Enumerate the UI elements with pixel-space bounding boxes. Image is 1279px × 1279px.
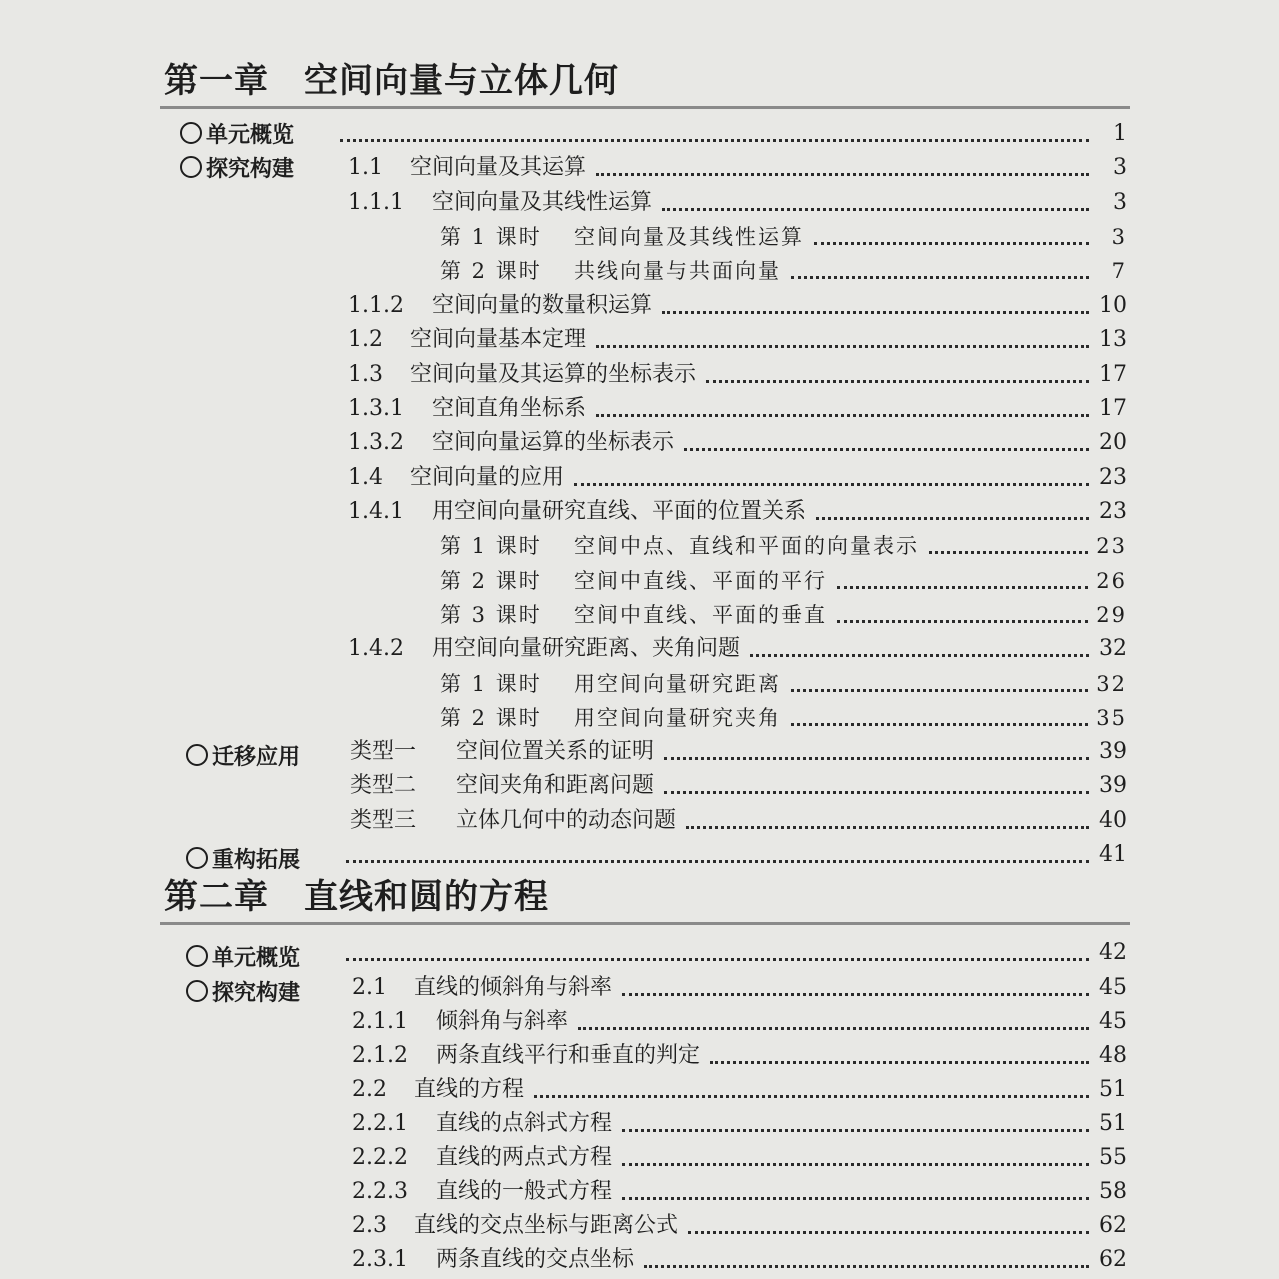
toc-entry[interactable]: 第 1 课时 空间向量及其线性运算 3: [440, 225, 1127, 249]
circle-icon: [180, 156, 202, 178]
toc-entry[interactable]: 2.1.2 两条直线平行和垂直的判定 48: [352, 1043, 1127, 1068]
circle-icon: [186, 847, 208, 869]
chapter-title: 第二章 直线和圆的方程: [164, 877, 549, 917]
dot-leader: [340, 139, 1089, 142]
toc-entry[interactable]: 第 1 课时 用空间向量研究距离 32: [440, 672, 1127, 696]
section-label-explore: 探究构建: [186, 976, 300, 1007]
section-label-transfer: 迁移应用: [186, 740, 300, 771]
toc-entry[interactable]: 第 2 课时 共线向量与共面向量 7: [440, 259, 1127, 283]
page-number: 1: [1113, 121, 1127, 146]
toc-entry[interactable]: 1.4.1 用空间向量研究直线、平面的位置关系 23: [348, 499, 1127, 524]
circle-icon: [180, 122, 202, 144]
toc-entry[interactable]: [330, 116, 1127, 148]
toc-entry[interactable]: 1.1.1 空间向量及其线性运算 3: [348, 190, 1127, 215]
toc-entry[interactable]: 1.3 空间向量及其运算的坐标表示 17: [348, 362, 1127, 387]
section-label-rebuild: 重构拓展: [186, 843, 300, 874]
toc-entry[interactable]: 1.4 空间向量的应用 23: [348, 465, 1127, 490]
chapter-title: 第一章 空间向量与立体几何: [164, 61, 619, 101]
toc-entry[interactable]: 1.2 空间向量基本定理 13: [348, 327, 1127, 352]
toc-entry[interactable]: 2.1 直线的倾斜角与斜率 45: [352, 975, 1127, 1000]
toc-entry[interactable]: 2.3.1 两条直线的交点坐标 62: [352, 1247, 1127, 1272]
toc-entry[interactable]: 类型一 空间位置关系的证明 39: [350, 739, 1127, 764]
toc-entry[interactable]: 类型三 立体几何中的动态问题 40: [350, 808, 1127, 833]
chapter-heading: [160, 876, 1130, 925]
circle-icon: [186, 980, 208, 1002]
toc-entry[interactable]: 41: [336, 837, 1127, 869]
circle-icon: [186, 744, 208, 766]
toc-entry[interactable]: 2.2.1 直线的点斜式方程 51: [352, 1111, 1127, 1136]
toc-entry[interactable]: 第 3 课时 空间中直线、平面的垂直 29: [440, 603, 1127, 627]
toc-entry[interactable]: 2.3 直线的交点坐标与距离公式 62: [352, 1213, 1127, 1238]
toc-entry[interactable]: 第 2 课时 空间中直线、平面的平行 26: [440, 569, 1127, 593]
toc-entry[interactable]: 第 2 课时 用空间向量研究夹角 35: [440, 706, 1127, 730]
section-label-overview: 单元概览: [186, 941, 300, 972]
toc-entry[interactable]: 1.3.1 空间直角坐标系 17: [348, 396, 1127, 421]
toc-entry[interactable]: 2.2.2 直线的两点式方程 55: [352, 1145, 1127, 1170]
toc-entry[interactable]: 1.1.2 空间向量的数量积运算 10: [348, 293, 1127, 318]
section-label-overview: 单元概览: [180, 118, 294, 149]
toc-entry[interactable]: 1.3.2 空间向量运算的坐标表示 20: [348, 430, 1127, 455]
chapter-heading: [160, 60, 1130, 109]
section-label-explore: 探究构建: [180, 152, 294, 183]
toc-entry[interactable]: 类型二 空间夹角和距离问题 39: [350, 773, 1127, 798]
toc-entry[interactable]: 第 1 课时 空间中点、直线和平面的向量表示 23: [440, 534, 1127, 558]
toc-entry[interactable]: 1.4.2 用空间向量研究距离、夹角问题 32: [348, 636, 1127, 661]
toc-entry[interactable]: 2.2 直线的方程 51: [352, 1077, 1127, 1102]
toc-entry[interactable]: 42: [336, 935, 1127, 967]
toc-entry[interactable]: 2.2.3 直线的一般式方程 58: [352, 1179, 1127, 1204]
toc-entry[interactable]: 2.1.1 倾斜角与斜率 45: [352, 1009, 1127, 1034]
toc-entry[interactable]: 1.1 空间向量及其运算 3: [348, 155, 1127, 180]
circle-icon: [186, 945, 208, 967]
